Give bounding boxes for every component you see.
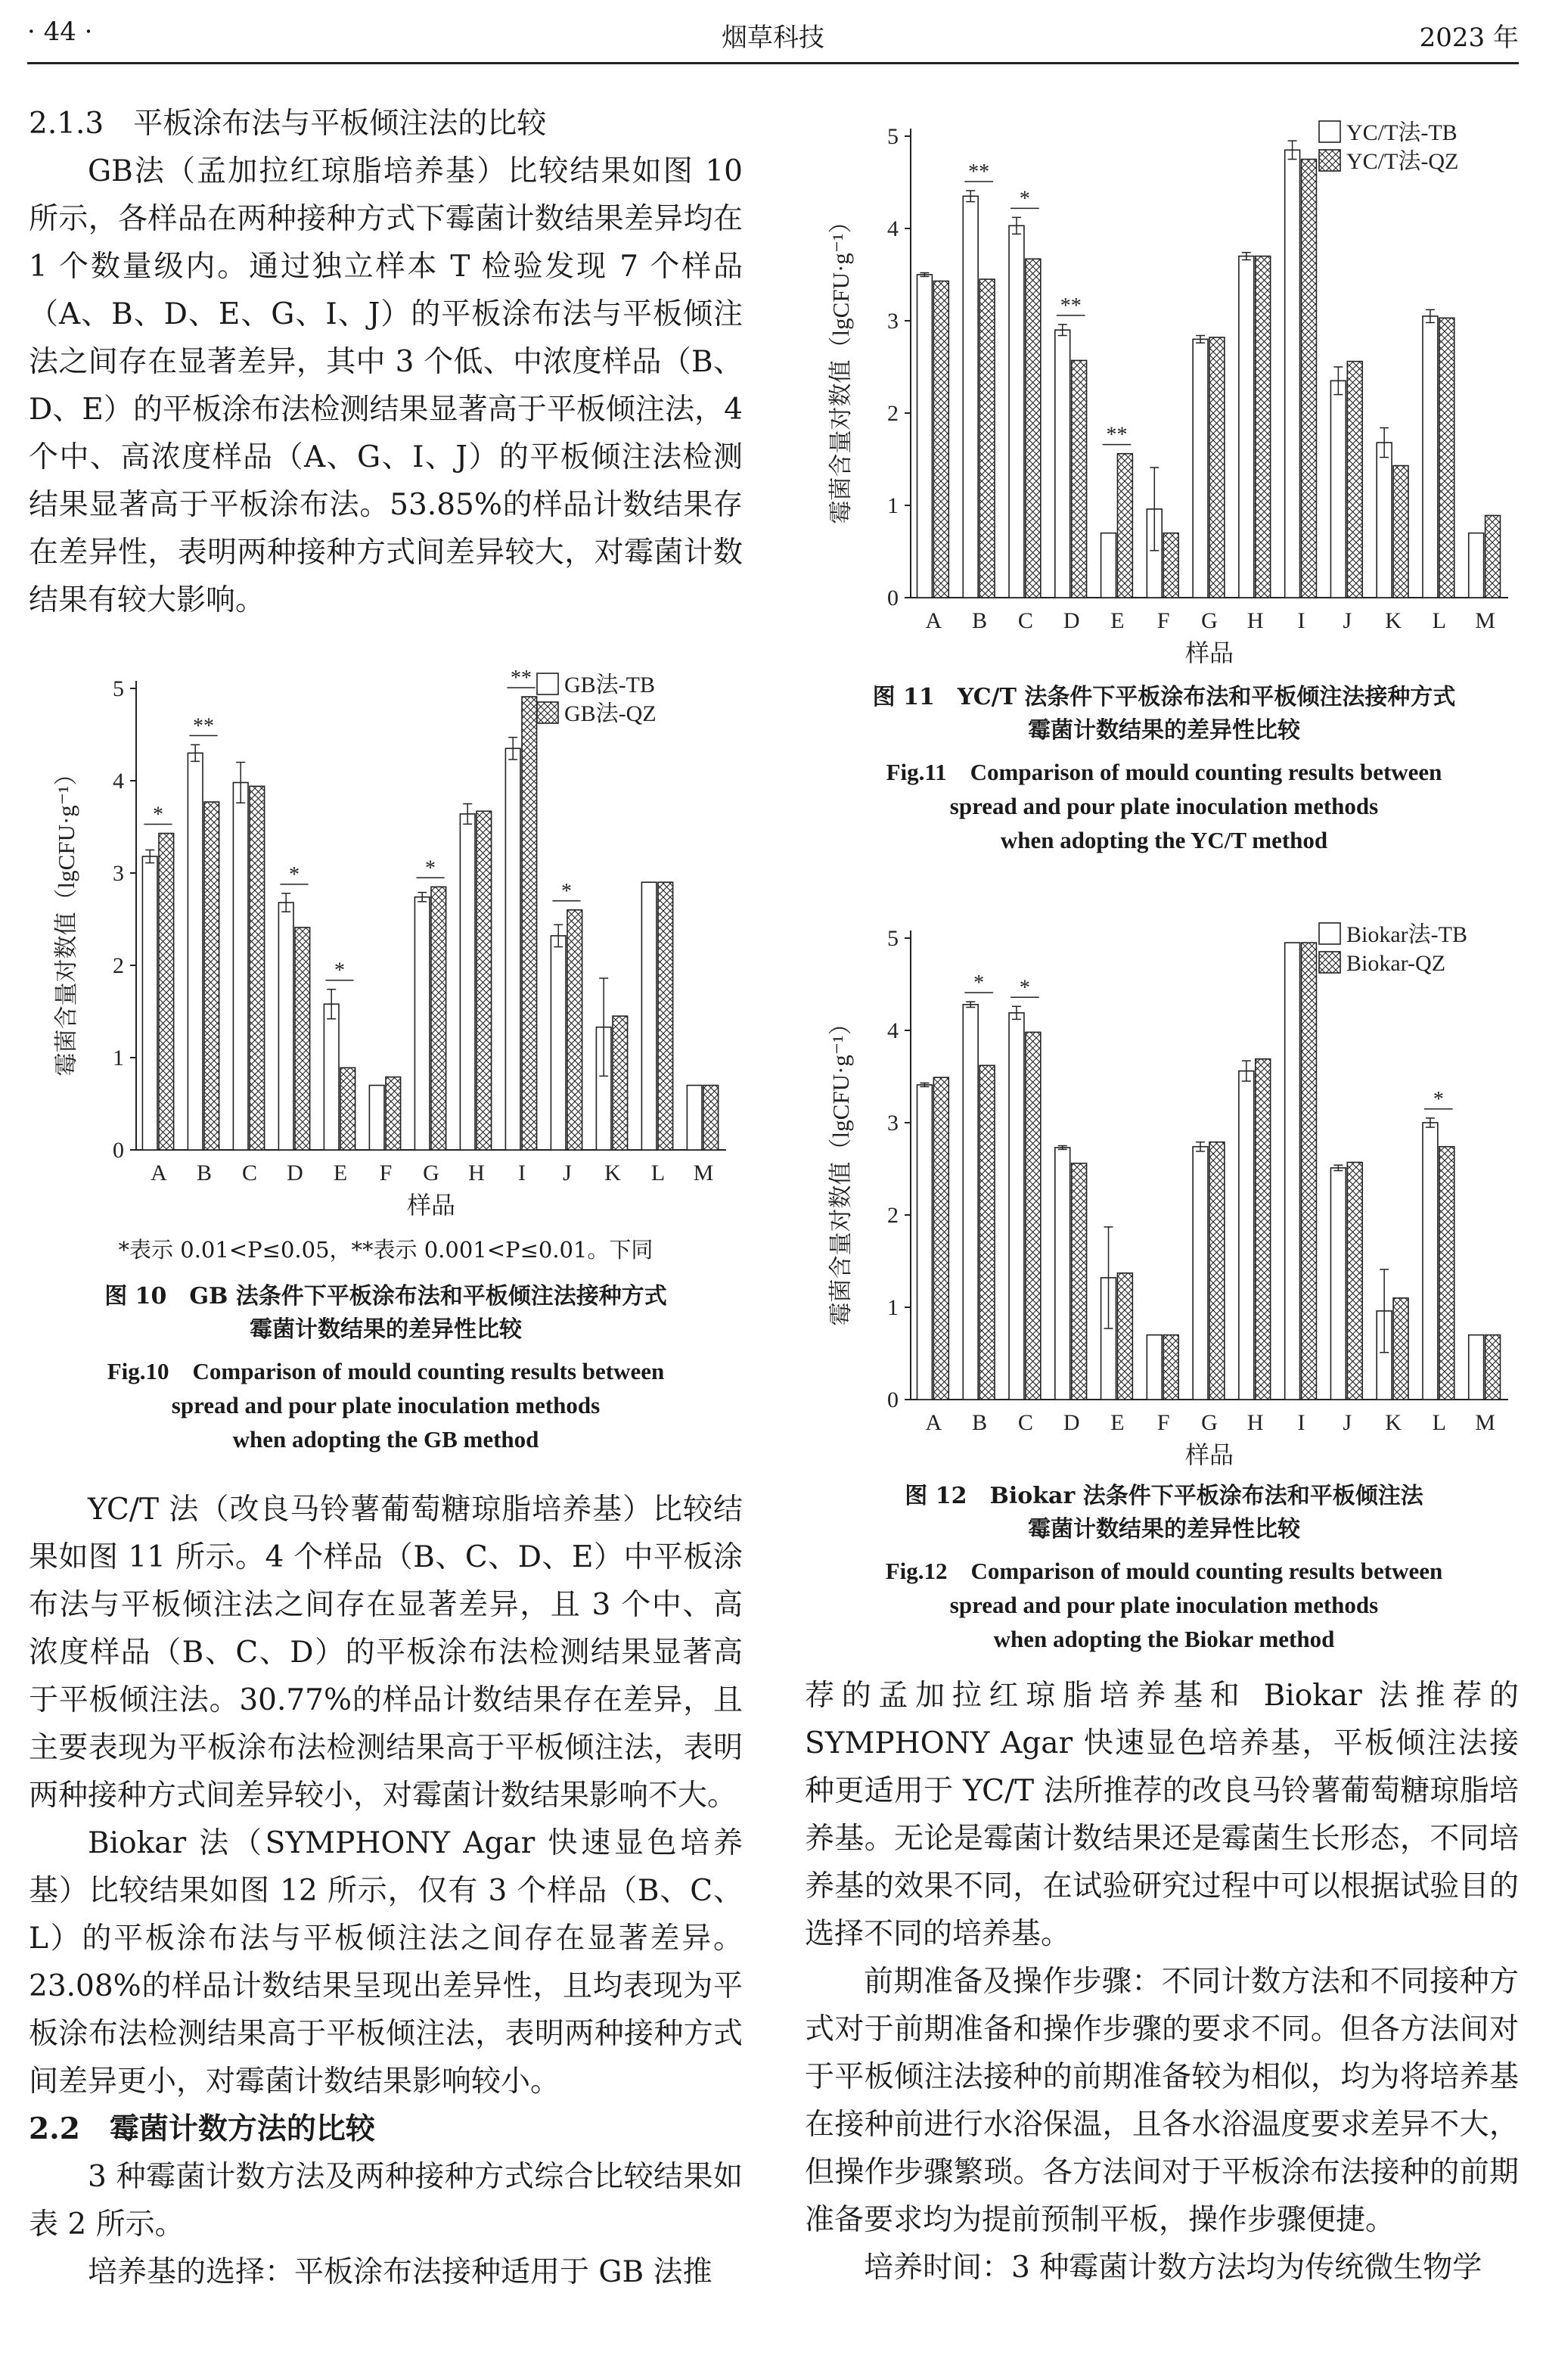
bar-qz <box>567 910 582 1150</box>
x-axis-label: 样品 <box>1184 1441 1234 1468</box>
legend-label: GB法-QZ <box>564 701 657 726</box>
bar-qz <box>477 811 492 1150</box>
bar-qz <box>386 1077 401 1150</box>
significance-mark: * <box>1019 187 1030 211</box>
x-tick-label: C <box>1017 608 1033 633</box>
paragraph: 培养时间：3 种霉菌计数方法均为传统微生物学 <box>864 2251 1482 2285</box>
x-tick-label: D <box>287 1160 303 1185</box>
bar-tb <box>1193 339 1208 598</box>
bar-tb <box>278 903 293 1150</box>
bar-tb <box>687 1086 702 1150</box>
header-rule <box>27 62 1519 64</box>
caption-en: spread and pour plate inoculation methods <box>949 793 1379 819</box>
caption-cn: 图 11 YC/T 法条件下平板涂布法和平板倾注法接种方式 <box>872 684 1456 710</box>
significance-mark: * <box>289 862 300 887</box>
left-top-section <box>29 100 743 624</box>
paragraph: YC/T 法（改良马铃薯葡萄糖琼脂培养基）比较结果如图 11 所示。4 个样品（B、C、D、E）中平板涂布法与平板倾注法之间存在显著差异，且 3 个中、高浓度样品（B、C、D）的平板涂布法检测结果显著高于平板倾注法。30.77%的样品计数结果存在差异，且主要表现为平板涂布法检测结果高于平板倾注法，表明两种接种方式间差异较小，对霉菌计数结果影响不大。 <box>29 1493 743 1813</box>
y-tick-label: 0 <box>887 1387 899 1412</box>
x-tick-label: A <box>925 1410 942 1435</box>
x-tick-label: K <box>1385 608 1402 633</box>
bar-qz <box>1485 515 1501 598</box>
bar-qz <box>1347 1162 1362 1400</box>
x-tick-label: B <box>196 1160 213 1185</box>
bar-tb <box>641 882 657 1150</box>
caption-cn: 霉菌计数结果的差异性比较 <box>1028 1516 1300 1543</box>
x-tick-label: C <box>1017 1410 1033 1435</box>
bar-tb <box>369 1086 384 1150</box>
x-tick-label: F <box>1156 608 1170 633</box>
bar-qz <box>1439 1147 1454 1400</box>
significance-mark: * <box>153 803 163 827</box>
paragraph: 荐的孟加拉红琼脂培养基和 Biokar 法推荐的 SYMPHONY Agar 快速显色培养基，平板倾注法接种更适用于 YC/T 法所推荐的改良马铃薯葡萄糖琼脂培养基。无论是霉菌计数结果还是霉菌生长形态，不同培养基的效果不同，在试验研究过程中可以根据试验目的选择不同的培养基。 <box>805 1679 1519 1951</box>
x-tick-label: H <box>1246 1410 1264 1435</box>
bar-tb <box>1377 443 1392 598</box>
caption-cn: 霉菌计数结果的差异性比较 <box>250 1316 522 1343</box>
bar-tb <box>505 748 520 1150</box>
legend-swatch <box>1319 150 1340 171</box>
bar-tb <box>1423 1123 1438 1400</box>
bar-tb <box>414 897 430 1150</box>
caption-en: when adopting the GB method <box>232 1426 539 1453</box>
significance-mark: * <box>561 879 572 903</box>
x-tick-label: J <box>1343 608 1352 633</box>
caption-en: Fig.11 Comparison of mould counting results between <box>886 759 1442 785</box>
legend-label: YC/T法-TB <box>1346 120 1458 145</box>
bar-qz <box>1393 466 1408 598</box>
x-tick-label: I <box>1297 1410 1305 1435</box>
x-tick-label: E <box>1110 1410 1125 1435</box>
x-tick-label: J <box>563 1160 572 1185</box>
bar-tb <box>1239 256 1254 598</box>
bar-qz <box>1117 1273 1132 1400</box>
legend-swatch <box>1319 952 1340 973</box>
significance-mark: * <box>1019 976 1030 1000</box>
paragraph: GB法（孟加拉红琼脂培养基）比较结果如图 10 所示，各样品在两种接种方式下霉菌计数结果差异均在 1 个数量级内。通过独立样本 T 检验发现 7 个样品（A、B、D、E、G、I、J）的平板涂布法与平板倾注法之间存在显著差异，其中 3 个低、中浓度样品（B、D、E）的平板涂布法检测结果显著高于平板倾注法，4 个中、高浓度样品（A、G、I、J）的平板倾注法检测结果显著高于平板涂布法。53.85%的样品计数结果存在差异性，表明两种接种方式间差异较大，对霉菌计数结果有较大影响。 <box>29 154 743 617</box>
bar-qz <box>703 1086 719 1150</box>
x-tick-label: F <box>1156 1410 1170 1435</box>
significance-mark: ** <box>968 160 990 184</box>
bar-qz <box>159 834 174 1150</box>
y-tick-label: 5 <box>113 676 124 701</box>
legend-label: Biokar法-TB <box>1346 922 1467 947</box>
bar-tb <box>233 782 248 1150</box>
x-tick-label: D <box>1063 608 1080 633</box>
bar-tb <box>188 753 203 1150</box>
y-tick-label: 0 <box>887 586 899 611</box>
legend-swatch <box>1319 121 1340 142</box>
bar-tb <box>1009 225 1024 598</box>
bar-qz <box>340 1067 355 1150</box>
bar-qz <box>1026 259 1041 598</box>
section-heading-2-1-3: 2.1.3 平板涂布法与平板倾注法的比较 <box>29 107 547 141</box>
figure-11-caption <box>805 681 1523 857</box>
caption-en: when adopting the YC/T method <box>1000 827 1328 853</box>
bar-tb <box>1009 1013 1024 1400</box>
x-tick-label: M <box>1475 608 1495 633</box>
bar-qz <box>1209 1142 1225 1400</box>
bar-tb <box>917 1085 933 1400</box>
bar-qz <box>1163 1335 1178 1400</box>
bar-qz <box>1209 337 1225 598</box>
significance-note: *表示 0.01<P≤0.05，**表示 0.001<P≤0.01。下同 <box>118 1237 653 1263</box>
y-tick-label: 3 <box>887 1111 899 1136</box>
y-axis-label: 霉菌含量对数值（lgCFU·g⁻¹） <box>827 1011 854 1326</box>
legend-swatch <box>537 702 558 723</box>
caption-cn: 霉菌计数结果的差异性比较 <box>1028 717 1300 744</box>
y-tick-label: 3 <box>887 309 899 334</box>
caption-en: when adopting the Biokar method <box>993 1626 1335 1652</box>
bar-qz <box>522 697 537 1150</box>
bar-qz <box>1072 360 1087 598</box>
y-tick-label: 4 <box>887 1018 899 1043</box>
bar-tb <box>963 1005 978 1400</box>
x-tick-label: G <box>1201 608 1218 633</box>
x-tick-label: B <box>972 1410 988 1435</box>
legend-swatch <box>537 673 558 694</box>
bar-tb <box>1147 1335 1162 1400</box>
x-axis-label: 样品 <box>406 1192 456 1219</box>
x-tick-label: I <box>518 1160 526 1185</box>
bar-qz <box>1302 943 1317 1400</box>
bar-qz <box>1393 1298 1408 1400</box>
y-tick-label: 2 <box>887 1203 899 1228</box>
significance-mark: ** <box>511 666 532 690</box>
x-tick-label: L <box>1432 608 1447 633</box>
caption-en: Fig.10 Comparison of mould counting results between <box>107 1358 665 1384</box>
bar-qz <box>933 281 948 598</box>
significance-mark: * <box>334 959 345 983</box>
bar-qz <box>1072 1164 1087 1400</box>
bar-qz <box>979 1065 995 1400</box>
significance-mark: * <box>973 971 985 996</box>
bar-qz <box>658 882 673 1150</box>
significance-mark: ** <box>1106 423 1128 447</box>
bar-tb <box>963 196 978 598</box>
year: 2023 年 <box>1419 23 1519 53</box>
y-tick-label: 5 <box>887 124 899 149</box>
bar-tb <box>1101 533 1116 598</box>
caption-cn: 图 12 Biokar 法条件下平板涂布法和平板倾注法 <box>905 1483 1423 1509</box>
bar-qz <box>1117 454 1132 598</box>
bar-tb <box>1330 1168 1346 1400</box>
x-tick-label: J <box>1343 1410 1352 1435</box>
y-tick-label: 2 <box>113 953 124 978</box>
significance-mark: * <box>425 856 436 881</box>
significance-mark: ** <box>1060 294 1082 318</box>
significance-mark: ** <box>193 714 214 738</box>
caption-en: spread and pour plate inoculation methods <box>171 1392 601 1418</box>
y-tick-label: 1 <box>887 493 899 518</box>
section-heading-2-2: 2.2 霉菌计数方法的比较 <box>29 2111 375 2146</box>
bar-tb <box>1285 943 1300 1400</box>
caption-en: Fig.12 Comparison of mould counting results between <box>885 1558 1443 1584</box>
bar-qz <box>979 279 995 598</box>
x-tick-label: G <box>423 1160 439 1185</box>
bar-qz <box>933 1077 948 1400</box>
caption-cn: 图 10 GB 法条件下平板涂布法和平板倾注法接种方式 <box>104 1283 667 1310</box>
bar-qz <box>1026 1032 1041 1400</box>
paragraph: 前期准备及操作步骤：不同计数方法和不同接种方式对于前期准备和操作步骤的要求不同。但各方法间对于平板倾注法接种的前期准备较为相似，均为将培养基在接种前进行水浴保温，且各水浴温度要求差异不大，但操作步骤繁琐。各方法间对于平板涂布法接种的前期准备要求均为提前预制平板，操作步骤便捷。 <box>805 1965 1519 2237</box>
bar-qz <box>204 802 219 1150</box>
bar-tb <box>460 814 475 1150</box>
bar-qz <box>250 786 265 1150</box>
significance-mark: * <box>1433 1087 1444 1111</box>
y-tick-label: 1 <box>887 1295 899 1320</box>
page-number: · 44 · <box>27 17 93 47</box>
x-tick-label: M <box>693 1160 714 1185</box>
bar-qz <box>295 927 310 1150</box>
bar-tb <box>917 275 933 598</box>
x-tick-label: K <box>604 1160 621 1185</box>
legend-label: GB法-TB <box>564 673 655 698</box>
x-tick-label: H <box>468 1160 485 1185</box>
x-tick-label: B <box>972 608 988 633</box>
bar-tb <box>1330 381 1346 598</box>
y-tick-label: 1 <box>113 1046 124 1070</box>
left-bottom-section <box>29 1486 743 2296</box>
bar-qz <box>1302 160 1317 598</box>
y-axis-label: 霉菌含量对数值（lgCFU·g⁻¹） <box>827 210 854 524</box>
caption-en: spread and pour plate inoculation methods <box>949 1592 1379 1618</box>
y-tick-label: 4 <box>113 769 124 794</box>
bar-qz <box>1485 1335 1501 1400</box>
bar-tb <box>1193 1147 1208 1400</box>
legend-swatch <box>1319 923 1340 944</box>
bar-qz <box>1163 533 1178 598</box>
y-tick-label: 0 <box>113 1138 124 1163</box>
bar-qz <box>613 1016 628 1150</box>
bar-tb <box>324 1004 339 1150</box>
bar-tb <box>1055 1148 1070 1400</box>
bar-qz <box>431 887 446 1150</box>
x-tick-label: F <box>379 1160 393 1185</box>
bar-tb <box>1469 533 1484 598</box>
right-bottom-section <box>805 1672 1519 2291</box>
y-tick-label: 3 <box>113 861 124 886</box>
bar-tb <box>1423 316 1438 598</box>
x-tick-label: K <box>1385 1410 1402 1435</box>
x-tick-label: A <box>925 608 942 633</box>
x-tick-label: E <box>1110 608 1125 633</box>
x-tick-label: G <box>1201 1410 1218 1435</box>
legend-label: Biokar-QZ <box>1346 951 1446 976</box>
bar-tb <box>551 936 566 1150</box>
figure-11-chart <box>805 113 1523 673</box>
bar-qz <box>1439 318 1454 598</box>
x-tick-label: M <box>1475 1410 1495 1435</box>
x-axis-label: 样品 <box>1184 639 1234 666</box>
y-tick-label: 4 <box>887 216 899 241</box>
figure-10-chart <box>30 666 741 1226</box>
paragraph: 3 种霉菌计数方法及两种接种方式综合比较结果如表 2 所示。 <box>29 2160 743 2242</box>
x-tick-label: L <box>650 1160 666 1185</box>
x-tick-label: A <box>151 1160 167 1185</box>
paragraph: 培养基的选择：平板涂布法接种适用于 GB 法推 <box>88 2255 712 2289</box>
x-tick-label: C <box>241 1160 258 1185</box>
y-axis-label: 霉菌含量对数值（lgCFU·g⁻¹） <box>53 762 79 1077</box>
bar-tb <box>1239 1071 1254 1400</box>
y-tick-label: 2 <box>887 401 899 426</box>
journal-name: 烟草科技 <box>722 23 824 53</box>
bar-tb <box>1055 330 1070 598</box>
y-tick-label: 5 <box>887 926 899 951</box>
figure-10-caption <box>29 1280 743 1456</box>
bar-tb <box>1469 1335 1484 1400</box>
figure-12-chart <box>805 915 1523 1475</box>
paragraph: Biokar 法（SYMPHONY Agar 快速显色培养基）比较结果如图 12 所示，仅有 3 个样品（B、C、L）的平板涂布法与平板倾注法之间存在显著差异。23.08%的样品计数结果呈现出差异性，且均表现为平板涂布法检测结果高于平板倾注法，表明两种接种方式间差异更小，对霉菌计数结果影响较小。 <box>29 1826 743 2099</box>
bar-qz <box>1347 362 1362 598</box>
figure-12-caption <box>805 1480 1523 1656</box>
bar-qz <box>1256 1059 1271 1400</box>
bar-tb <box>1285 150 1300 598</box>
x-tick-label: H <box>1246 608 1264 633</box>
x-tick-label: I <box>1297 608 1305 633</box>
bar-tb <box>142 856 157 1150</box>
legend-label: YC/T法-QZ <box>1346 149 1459 174</box>
bar-qz <box>1256 256 1271 598</box>
x-tick-label: D <box>1063 1410 1080 1435</box>
x-tick-label: E <box>333 1160 348 1185</box>
x-tick-label: L <box>1432 1410 1447 1435</box>
